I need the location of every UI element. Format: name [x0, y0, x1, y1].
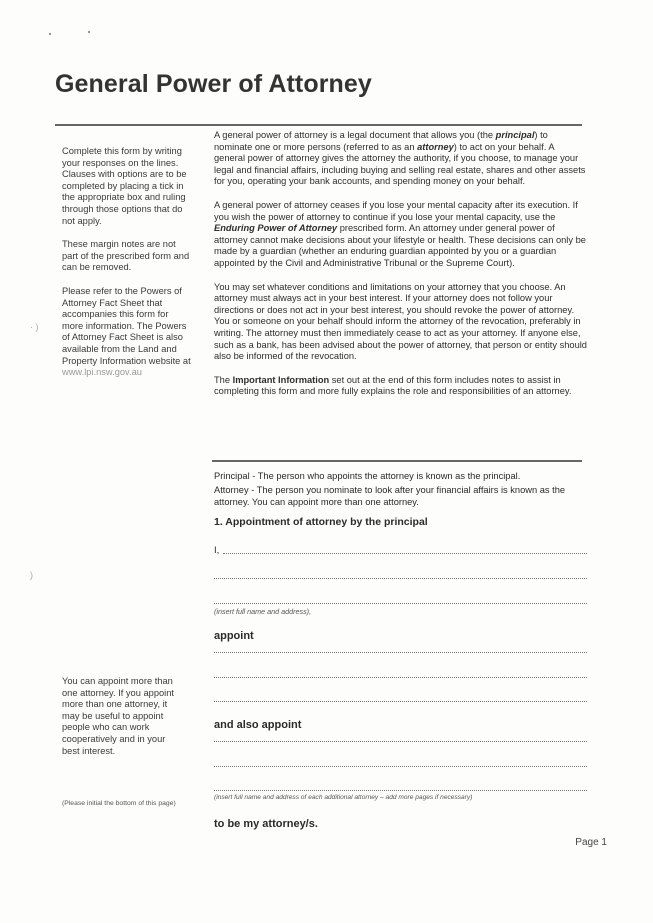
section-1-heading: 1. Appointment of attorney by the principal: [214, 516, 428, 528]
text-run: A general power of attorney is a legal document that allows you (the: [214, 130, 496, 140]
scan-speck: [88, 31, 90, 33]
term-important-info: Important Information: [232, 374, 330, 385]
principal-name-line-2[interactable]: [214, 578, 587, 579]
intro-text: [214, 130, 587, 398]
term-principal: principal: [495, 130, 535, 140]
punch-hole-mark: ): [30, 570, 33, 580]
definition-principal: Principal - The person who appoints the attorney is known as the principal.: [214, 471, 521, 481]
text-run: set out at the end of this form includes notes to assist in completing this form and more fully explains the role and responsibilities of an attorney.: [214, 374, 572, 397]
initial-page-note: (Please initial the bottom of this page): [62, 800, 176, 807]
to-be-attorneys-label: to be my attorney/s.: [214, 818, 318, 830]
principal-name-line-1[interactable]: [223, 553, 587, 554]
and-also-appoint-label: and also appoint: [214, 719, 302, 731]
margin-note-removable: These margin notes are not part of the prescribed form and can be removed.: [62, 239, 190, 273]
additional-attorney-line-2[interactable]: [214, 766, 587, 767]
margin-fact-sheet: [62, 286, 192, 379]
header-rule: [55, 124, 582, 126]
text-run: A general power of attorney ceases if you lose your mental capacity after its execution. If you wish the power of attorney to continue if you lose your mental capacity, use the: [214, 199, 578, 222]
text-run: The: [214, 374, 233, 385]
principal-name-line-3[interactable]: [214, 603, 587, 604]
principal-name-hint: (insert full name and address),: [214, 607, 312, 616]
website-link[interactable]: www.lpi.nsw.gov.au: [62, 367, 142, 378]
margin-notes: [62, 146, 192, 379]
definition-attorney: Attorney - The person you nominate to look after your financial affairs is known as the attorney. You can appoint more than one attorney.: [214, 485, 566, 507]
attorney-line-3[interactable]: [214, 701, 587, 702]
term-attorney: attorney: [417, 141, 454, 152]
punch-hole-mark: · ): [30, 322, 39, 332]
additional-attorney-line-3[interactable]: [214, 790, 587, 791]
appoint-label: appoint: [214, 630, 254, 642]
text-run: prescribed form. An attorney under general power of attorney cannot make decisions about your lifestyle or health. These decisions can only be made by a guardian (whether an enduring guardian appointed by you or a guardian appointed by the Civil and Administrative Tribunal or the Supreme Court).: [214, 223, 586, 268]
term-enduring-poa: Enduring Power of Attorney: [214, 223, 338, 234]
attorney-line-1[interactable]: [214, 652, 587, 653]
section-rule: [212, 460, 582, 462]
margin-multiple-attorneys: You can appoint more than one attorney. If you appoint more than one attorney, it may be useful to appoint people who can work cooperatively and in your best interest.: [62, 676, 174, 756]
intro-paragraph-2: [214, 200, 587, 270]
principal-prefix: I,: [214, 545, 220, 556]
margin-instructions: Complete this form by writing your responses on the lines. Clauses with options are to be completed by placing a tick in the appropriate box and ruling through those options that do not apply.: [62, 146, 187, 226]
attorney-line-2[interactable]: [214, 677, 587, 678]
additional-attorney-hint: (insert full name and address of each additional attorney – add more pages if necessary): [214, 794, 473, 801]
additional-attorney-line-1[interactable]: [214, 741, 587, 742]
fact-sheet-text: Please refer to the Powers of Attorney Fact Sheet that accompanies this form for more information. The Powers of Attorney Fact Sheet is also available from the Land and Property Information website at: [62, 285, 191, 366]
intro-paragraph-4: [214, 375, 587, 398]
intro-paragraph-1: [214, 130, 587, 188]
intro-paragraph-3: You may set whatever conditions and limitations on your attorney that you choose. An attorney must always act in your best interest. If your attorney does not follow your directions or does not act in your best interest, you should revoke the power of attorney. You or someone on your behalf should inform the attorney of the revocation, preferably in writing. The attorney must then immediately cease to act as your attorney. If anyone else, such as a bank, has been advised about the power of attorney, that person or entity should also be informed of the revocation.: [214, 281, 587, 362]
page-title: General Power of Attorney: [55, 70, 372, 98]
text-run: ) to act on your behalf. A general power of attorney gives the attorney the authority, if you choose, to manage your legal and financial affairs, including buying and selling real estate, shares and other assets for you, operating your bank accounts, and spending money on your behalf.: [214, 141, 586, 187]
page-number: Page 1: [575, 837, 607, 848]
text-run: ) to nominate one or more persons (referred to as an: [214, 130, 548, 152]
scan-speck: [49, 33, 51, 35]
definitions: [214, 470, 587, 510]
